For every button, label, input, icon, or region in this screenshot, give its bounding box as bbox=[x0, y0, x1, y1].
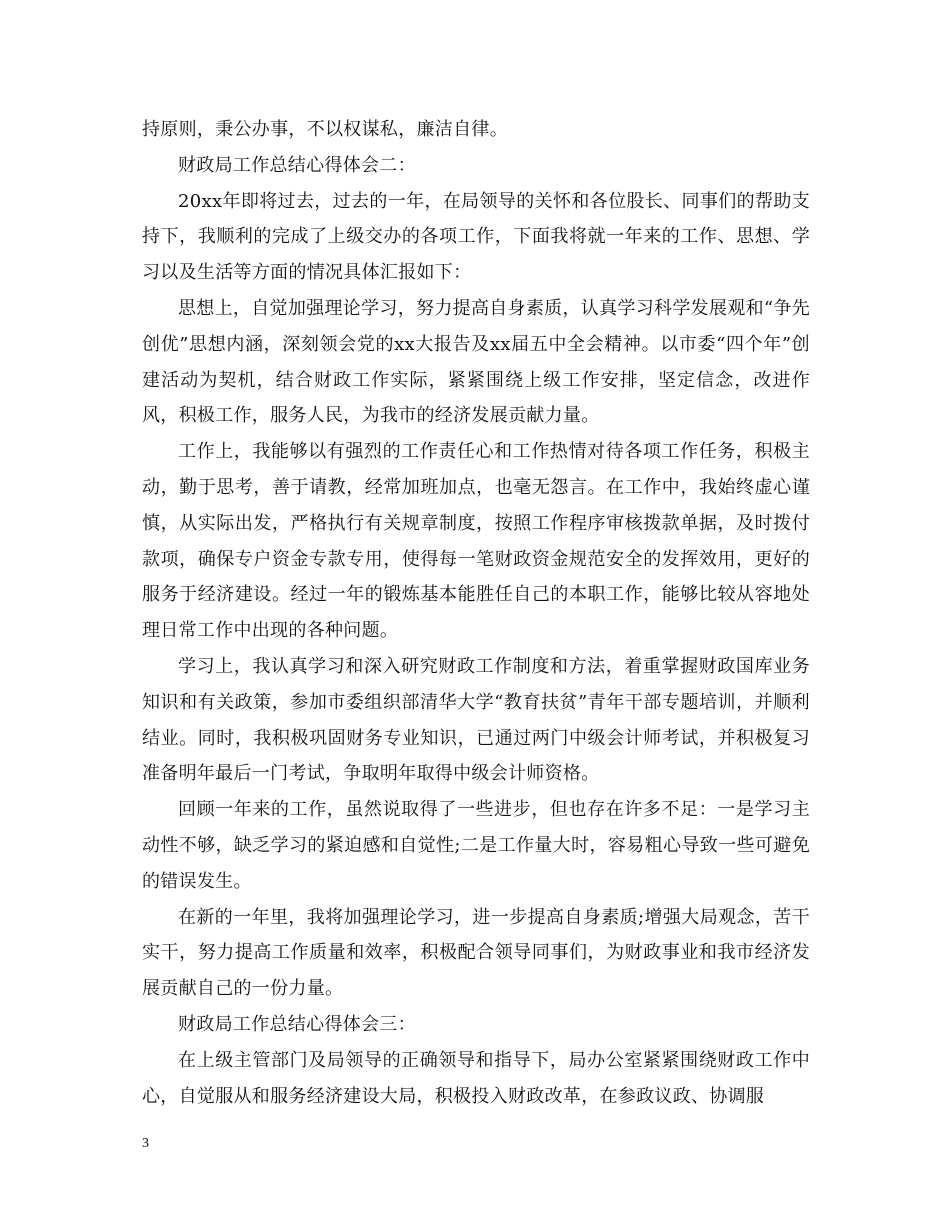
page-number: 3 bbox=[142, 1136, 149, 1151]
paragraph-study: 学习上，我认真学习和深入研究财政工作制度和方法，着重掌握财政国库业务知识和有关政策，参加市委组织部清华大学“教育扶贫”青年干部专题培训，并顺利结业。同时，我积极巩固财务专业知识，已通过两门中级会计师考试，并积极复习准备明年最后一门考试，争取明年取得中级会计师资格。 bbox=[142, 655, 810, 785]
paragraph-1: 持原则，秉公办事，不以权谋私，廉洁自律。 bbox=[142, 119, 508, 140]
paragraph-review: 回顾一年来的工作，虽然说取得了一些进步，但也存在许多不足：一是学习主动性不够，缺乏学习的紧迫感和自觉性;二是工作量大时，容易粗心导致一些可避免的错误发生。 bbox=[142, 799, 810, 892]
section-heading-2: 财政局工作总结心得体会二： bbox=[178, 154, 416, 176]
document-body bbox=[142, 112, 810, 1114]
paragraph-thought: 思想上，自觉加强理论学习，努力提高自身素质，认真学习科学发展观和“争先创优”思想内涵，深刻领会党的xx大报告及xx届五中全会精神。以市委“四个年”创建活动为契机，结合财政工作实际，紧紧围绕上级工作安排，坚定信念，改进作风，积极工作，服务人民，为我市的经济发展贡献力量。 bbox=[142, 297, 810, 427]
paragraph-work: 工作上，我能够以有强烈的工作责任心和工作热情对待各项工作任务，积极主动，勤于思考，善于请教，经常加班加点，也毫无怨言。在工作中，我始终虚心谨慎，从实际出发，严格执行有关规章制度，按照工作程序审核拨款单据，及时拨付款项，确保专户资金专款专用，使得每一笔财政资金规范安全的发挥效用，更好的服务于经济建设。经过一年的锻炼基本能胜任自己的本职工作，能够比较从容地处理日常工作中出现的各种问题。 bbox=[142, 441, 810, 642]
section-heading-3: 财政局工作总结心得体会三： bbox=[178, 1013, 416, 1035]
paragraph-office: 在上级主管部门及局领导的正确领导和指导下，局办公室紧紧围绕财政工作中心，自觉服从和服务经济建设大局，积极投入财政改革，在参政议政、协调服 bbox=[142, 1049, 810, 1107]
paragraph-intro: 20xx年即将过去，过去的一年，在局领导的关怀和各位股长、同事们的帮助支持下，我顺利的完成了上级交办的各项工作，下面我将就一年来的工作、思想、学习以及生活等方面的情况具体汇报如下： bbox=[142, 190, 810, 284]
paragraph-new-year: 在新的一年里，我将加强理论学习，进一步提高自身素质;增强大局观念，苦干实干，努力提高工作质量和效率，积极配合领导同事们，为财政事业和我市经济发展贡献自己的一份力量。 bbox=[142, 906, 810, 1000]
